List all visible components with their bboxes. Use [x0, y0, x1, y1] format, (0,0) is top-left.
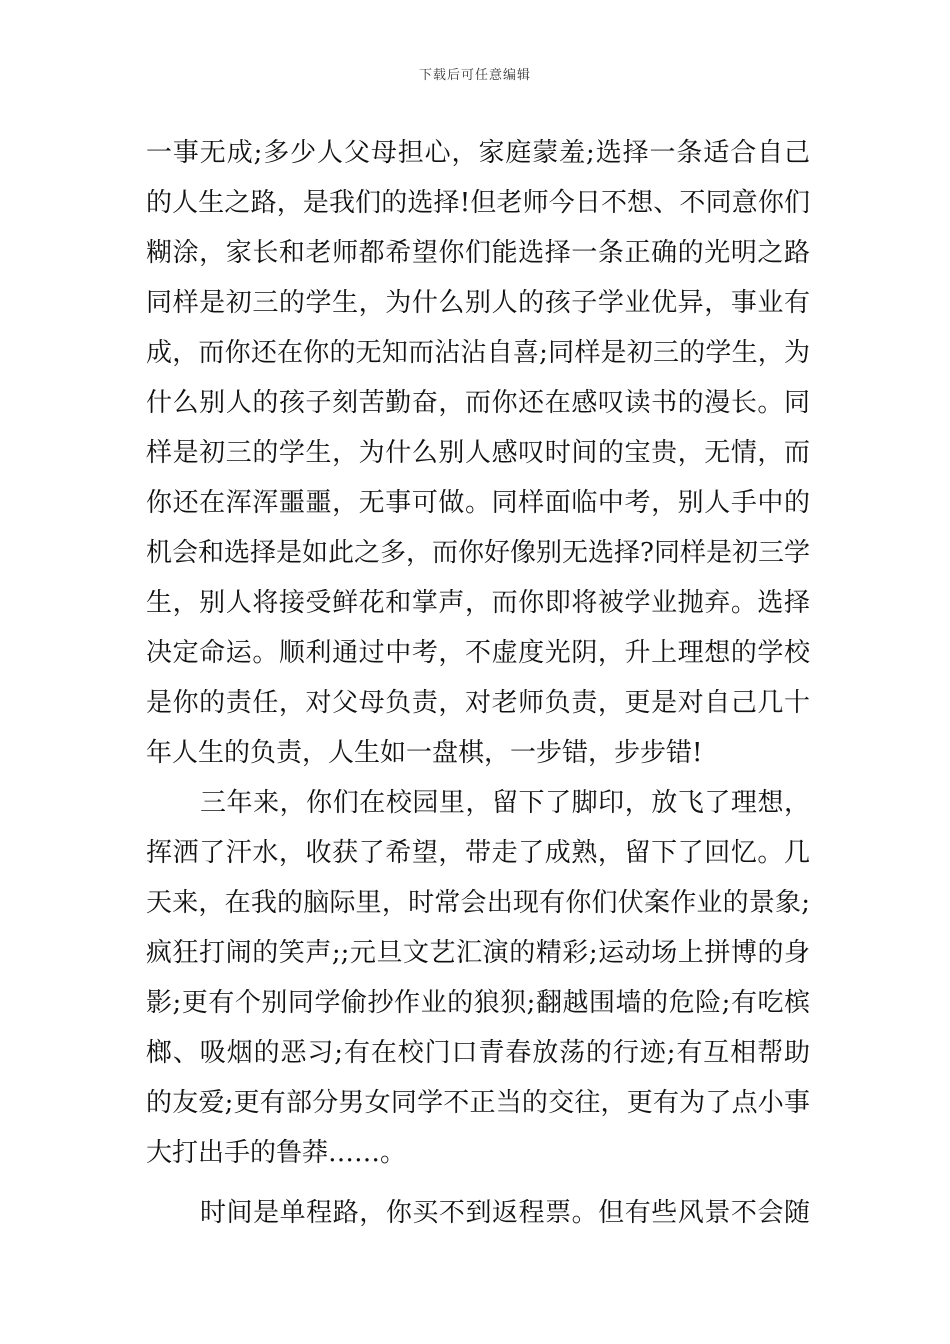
- text-line: 是你的责任，对父母负责，对老师负责，更是对自己几十: [146, 688, 810, 718]
- text-line: 成，而你还在你的无知而沾沾自喜;同样是初三的学生，为: [146, 338, 810, 368]
- text-line: 三年来，你们在校园里，留下了脚印，放飞了理想，: [200, 788, 810, 818]
- text-line: 你还在浑浑噩噩，无事可做。同样面临中考，别人手中的: [146, 488, 810, 518]
- page-header: 下载后可任意编辑: [418, 68, 531, 83]
- text-line: 时间是单程路，你买不到返程票。但有些风景不会随: [200, 1198, 810, 1228]
- text-line: 一事无成;多少人父母担心，家庭蒙羞;选择一条适合自己: [146, 138, 810, 168]
- text-line: 糊涂，家长和老师都希望你们能选择一条正确的光明之路: [146, 238, 810, 268]
- text-line: 样是初三的学生，为什么别人感叹时间的宝贵，无情，而: [146, 438, 810, 468]
- text-line: 大打出手的鲁莽……。: [146, 1138, 407, 1168]
- paragraph: [146, 1188, 810, 1238]
- text-line: 年人生的负责，人生如一盘棋，一步错，步步错!: [146, 738, 703, 768]
- text-line: 什么别人的孩子刻苦勤奋，而你还在感叹读书的漫长。同: [146, 388, 810, 418]
- text-line: 决定命运。顺利通过中考，不虚度光阴，升上理想的学校: [146, 638, 810, 668]
- text-line: 榔、吸烟的恶习;有在校门口青春放荡的行迹;有互相帮助: [146, 1038, 810, 1068]
- paragraph: [146, 778, 810, 1178]
- text-line: 机会和选择是如此之多，而你好像别无选择?同样是初三学: [146, 538, 810, 568]
- text-line: 影;更有个别同学偷抄作业的狼狈;翻越围墙的危险;有吃槟: [146, 988, 810, 1018]
- text-line: 天来，在我的脑际里，时常会出现有你们伏案作业的景象;: [146, 888, 810, 918]
- text-line: 生，别人将接受鲜花和掌声，而你即将被学业抛弃。选择: [146, 588, 810, 618]
- text-line: 挥洒了汗水，收获了希望，带走了成熟，留下了回忆。几: [146, 838, 810, 868]
- text-line: 疯狂打闹的笑声;;元旦文艺汇演的精彩;运动场上拼博的身: [146, 938, 810, 968]
- text-line: 的友爱;更有部分男女同学不正当的交往，更有为了点小事: [146, 1088, 810, 1118]
- text-line: 同样是初三的学生，为什么别人的孩子学业优异，事业有: [146, 288, 810, 318]
- paragraph: [146, 128, 810, 778]
- text-line: 的人生之路，是我们的选择!但老师今日不想、不同意你们: [146, 188, 810, 218]
- document-body: [146, 128, 810, 1238]
